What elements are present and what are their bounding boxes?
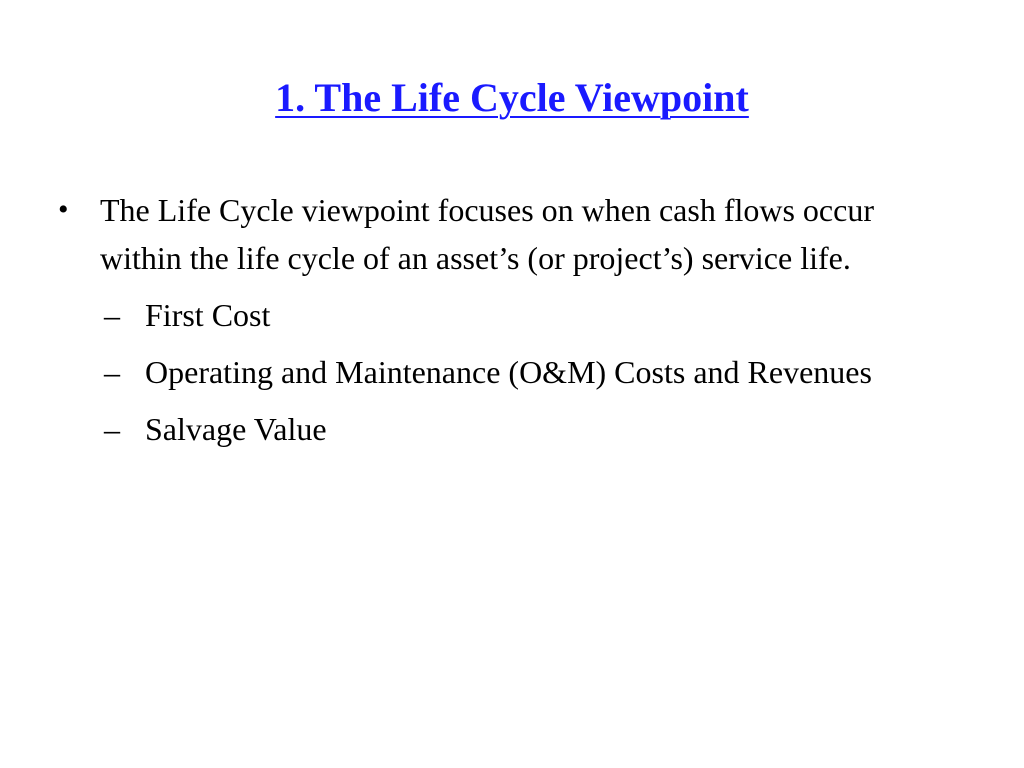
bullet-item-main <box>0 186 900 282</box>
dash-marker: – <box>104 411 120 447</box>
dash-marker: – <box>104 354 120 390</box>
sub-bullet-list <box>0 292 1024 453</box>
slide-title <box>0 72 1024 124</box>
slide-title-text: 1. The Life Cycle Viewpoint <box>275 75 749 120</box>
sub-bullet-first-cost <box>0 292 905 339</box>
sub-bullet-salvage-value <box>0 406 905 453</box>
sub-bullet-text: Operating and Maintenance (O&M) Costs and Revenues <box>145 354 872 390</box>
slide-body <box>0 186 1024 453</box>
sub-bullet-text: First Cost <box>145 297 271 333</box>
dash-marker: – <box>104 297 120 333</box>
bullet-marker: • <box>58 193 69 226</box>
sub-bullet-text: Salvage Value <box>145 411 327 447</box>
bullet-text: The Life Cycle viewpoint focuses on when cash flows occur within the life cycle of an asset’s (or project’s) service life. <box>100 192 874 276</box>
sub-bullet-om-costs <box>0 349 905 396</box>
